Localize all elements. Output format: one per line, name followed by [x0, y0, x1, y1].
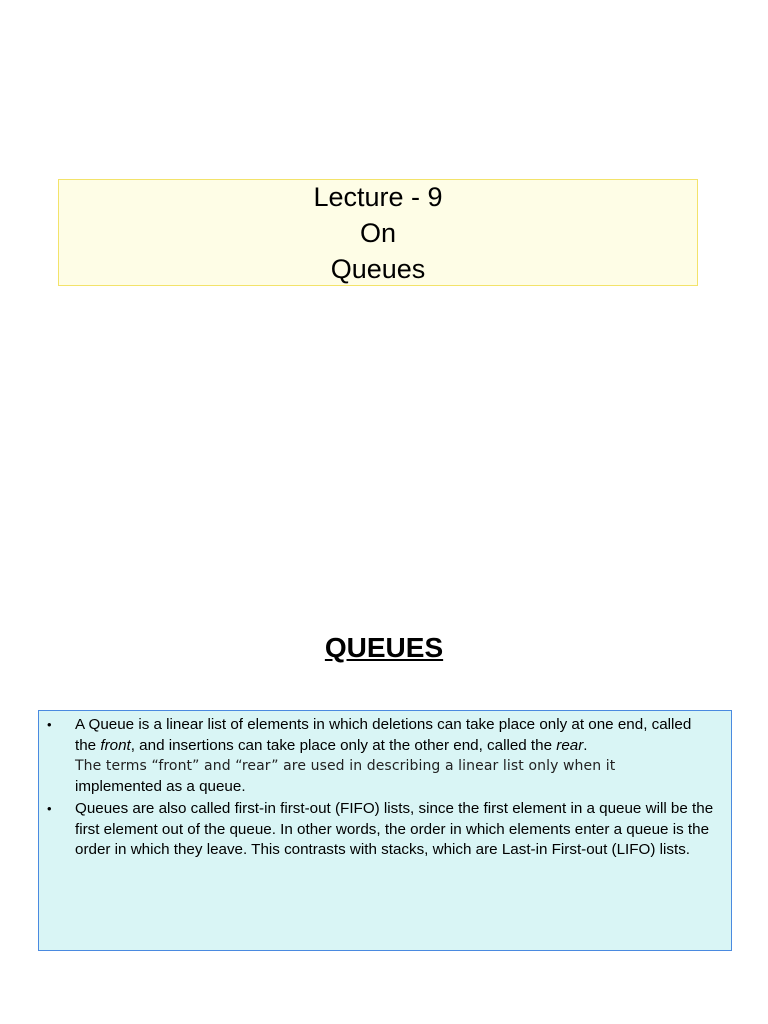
- lecture-title-line3: Queues: [330, 253, 426, 284]
- queues-definition-box: [38, 710, 732, 951]
- definition-text-part3: .: [583, 736, 588, 754]
- definition-text-part1: A Queue is a linear list of elements in which deletions can take place only at one end, called the: [75, 716, 692, 754]
- lecture-title-line2: On: [359, 217, 397, 248]
- bullet-text-fifo: Queues are also called first-in first-out (FIFO) lists, since the first element in a queue will be the first element out of the queue. In other words, the order in which elements enter a queue is the order in which they leave. This contrasts with stacks, which are Last-in First-out (LIFO) lists.: [75, 800, 714, 858]
- rear-term: rear: [556, 736, 584, 754]
- bullet-item-fifo: [47, 799, 715, 861]
- bullet-text-definition: [75, 715, 715, 797]
- bullet-icon: •: [47, 801, 52, 816]
- terms-note: The terms “front” and “rear” are used in describing a linear list only when it: [75, 758, 616, 774]
- terms-note-end: implemented as a queue.: [75, 777, 246, 795]
- lecture-title-line1: Lecture - 9: [313, 181, 443, 212]
- definition-text-part2: , and insertions can take place only at the other end, called the: [130, 736, 557, 754]
- front-term: front: [100, 736, 131, 754]
- queues-heading: QUEUES: [324, 632, 444, 663]
- lecture-title-box: [58, 179, 698, 286]
- bullet-icon: •: [47, 717, 52, 732]
- bullet-item-definition: [47, 715, 715, 797]
